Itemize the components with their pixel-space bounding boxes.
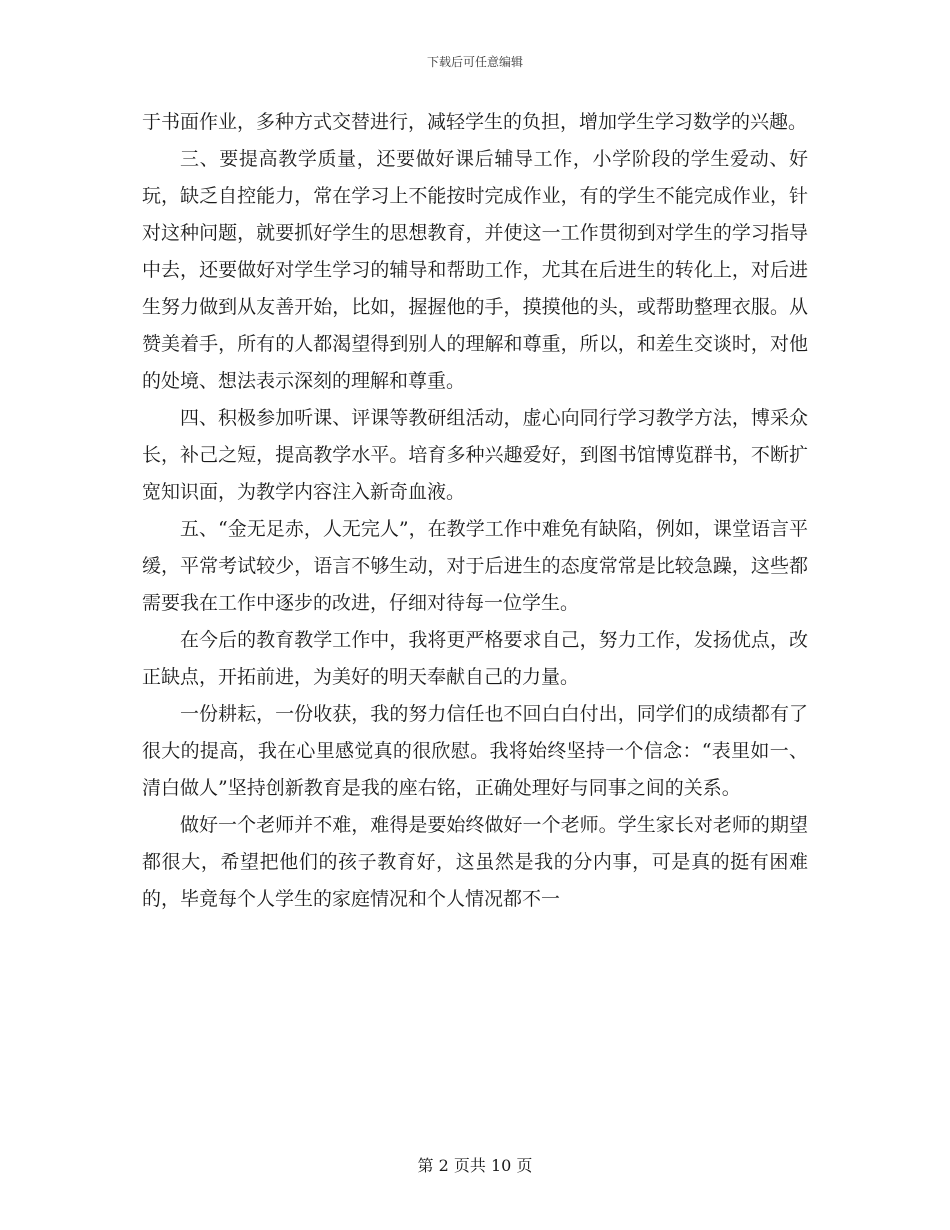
paragraph-good-teacher: 做好一个老师并不难，难得是要始终做好一个老师。学生家长对老师的期望都很大，希望把他们的孩子教育好，这虽然是我的分内事，可是真的挺有困难的，毕竟每个人学生的家庭情况和个人情况都不一 <box>142 814 808 910</box>
page-number: 第 2 页共 10 页 <box>417 1156 533 1175</box>
paragraph-future-work: 在今后的教育教学工作中，我将更严格要求自己，努力工作，发扬优点，改正缺点，开拓前进，为美好的明天奉献自己的力量。 <box>142 629 808 688</box>
document-body <box>142 104 808 918</box>
paragraph-item-three: 三、要提高教学质量，还要做好课后辅导工作，小学阶段的学生爱动、好玩，缺乏自控能力，常在学习上不能按时完成作业，有的学生不能完成作业，针对这种问题，就要抓好学生的思想教育，并使这一工作贯彻到对学生的学习指导中去，还要做好对学生学习的辅导和帮助工作，尤其在后进生的转化上，对后进生努力做到从友善开始，比如，握握他的手，摸摸他的头，或帮助整理衣服。从赞美着手，所有的人都渴望得到别人的理解和尊重，所以，和差生交谈时，对他的处境、想法表示深刻的理解和尊重。 <box>142 148 808 392</box>
paragraph-harvest: 一份耕耘，一份收获，我的努力信任也不回白白付出，同学们的成绩都有了很大的提高，我在心里感觉真的很欣慰。我将始终坚持一个信念：“表里如一、清白做人”坚持创新教育是我的座右铭，正确处理好与同事之间的关系。 <box>142 703 808 799</box>
page-header: 下载后可任意编辑 <box>426 55 523 69</box>
paragraph-continuation: 于书面作业，多种方式交替进行，减轻学生的负担，增加学生学习数学的兴趣。 <box>142 111 808 133</box>
paragraph-item-five: 五、“金无足赤，人无完人”，在教学工作中难免有缺陷，例如，课堂语言平缓，平常考试较少，语言不够生动，对于后进生的态度常常是比较急躁，这些都需要我在工作中逐步的改进，仔细对待每一位学生。 <box>142 518 808 614</box>
paragraph-item-four: 四、积极参加听课、评课等教研组活动，虚心向同行学习教学方法，博采众长，补己之短，提高教学水平。培育多种兴趣爱好，到图书馆博览群书，不断扩宽知识面，为教学内容注入新奇血液。 <box>142 407 808 503</box>
